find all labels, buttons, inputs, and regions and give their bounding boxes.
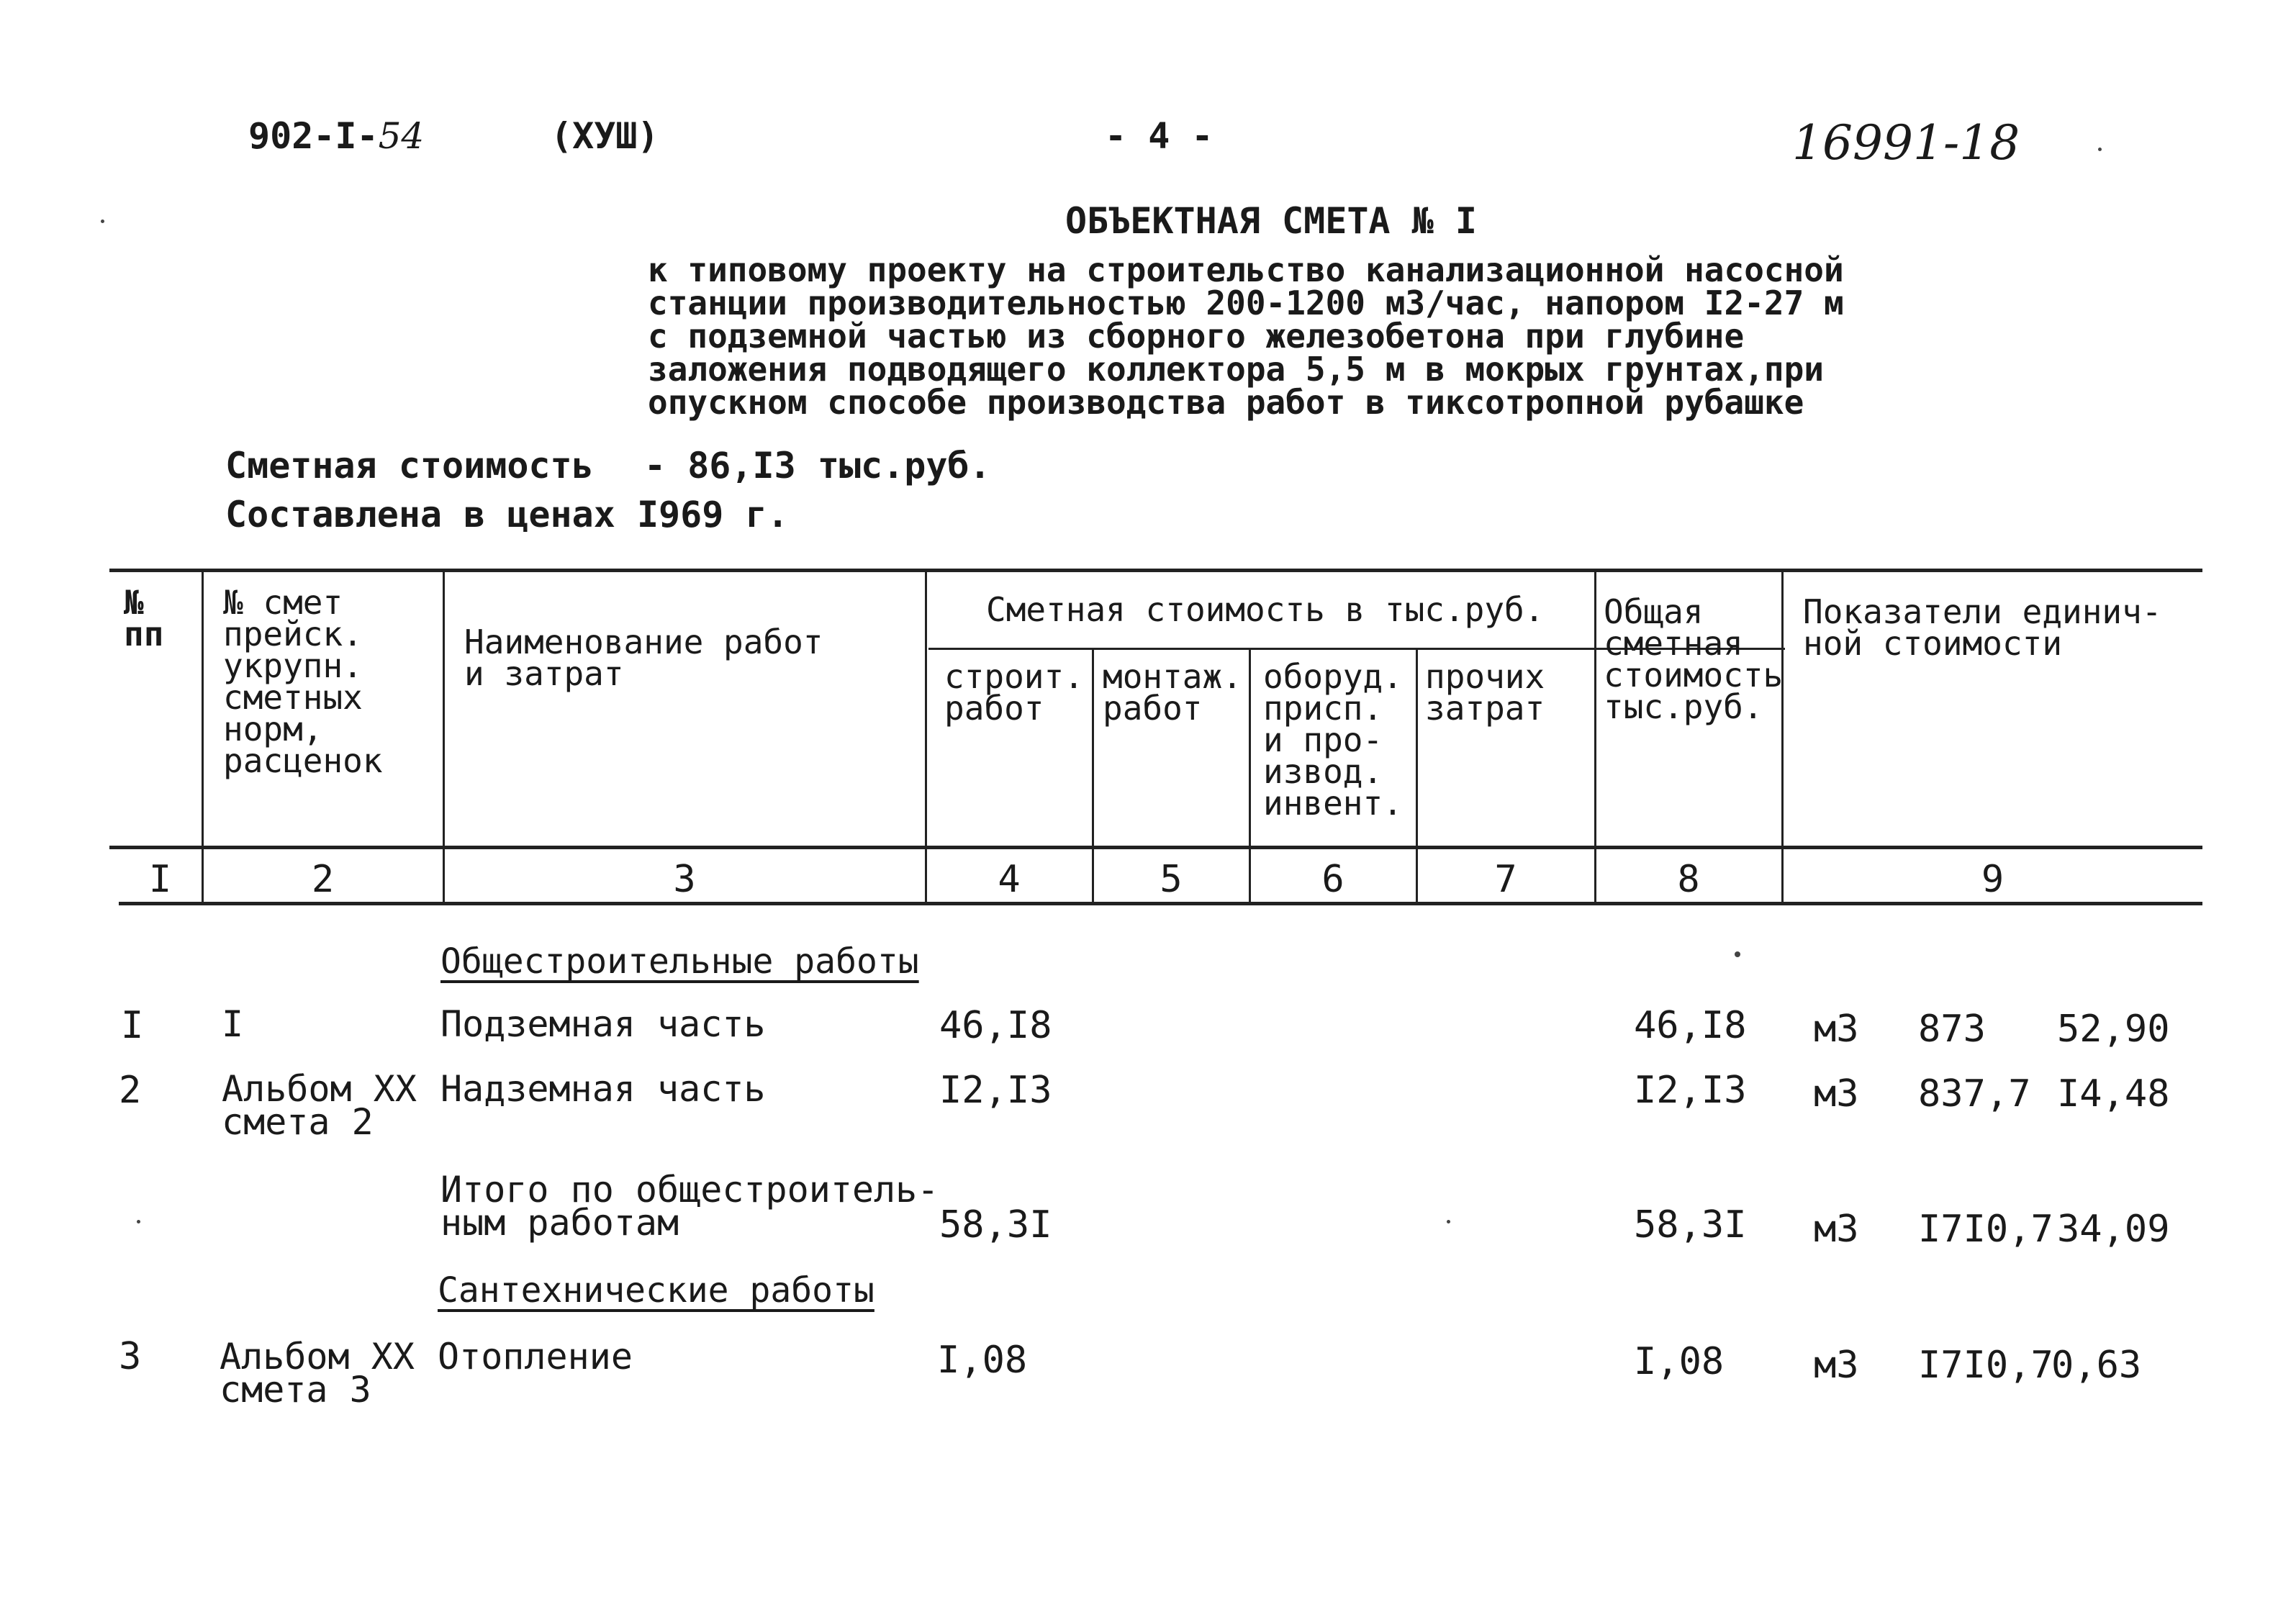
column-divider	[202, 571, 204, 902]
project-code-typed: 902-I-	[248, 115, 379, 157]
col-name-header: Наименование работ и затрат	[464, 623, 823, 693]
column-number: 9	[1981, 858, 2005, 901]
row-quantity: 837,7	[1918, 1072, 2031, 1116]
row-total-cost: I2,I3	[1634, 1069, 1747, 1112]
row-name: Надземная часть	[440, 1068, 766, 1110]
cost-value: - 86,I3 тыс.руб.	[644, 445, 991, 487]
document-number: 16991-18	[1792, 115, 2020, 171]
col-installation-header: монтаж. работ	[1103, 657, 1242, 728]
row-reference: Альбом ХХ смета 2	[222, 1068, 417, 1143]
scan-speck	[1447, 1220, 1450, 1223]
row-quantity: I7I0,7	[1918, 1344, 2053, 1387]
scan-speck	[1735, 951, 1740, 957]
row-construction-cost: 46,I8	[939, 1004, 1052, 1047]
section-title: Общестроительные работы	[440, 941, 919, 982]
col-unit-indicators-header: Показатели единич- ной стоимости	[1803, 592, 2162, 663]
document-title: ОБЪЕКТНАЯ СМЕТА № I	[1065, 200, 1477, 242]
column-number: I	[148, 858, 172, 901]
col-reference-header: № смет прейск. укрупн. сметных норм, расценок	[223, 583, 383, 780]
volume-number: (ХУШ)	[551, 115, 659, 157]
row-unit-cost: I4,48	[2057, 1072, 2170, 1116]
subtotal-unit-cost: 34,09	[2057, 1208, 2170, 1251]
table-top-rule	[109, 569, 2202, 572]
subtotal-quantity: I7I0,7	[1918, 1208, 2053, 1251]
row-reference: I	[222, 1003, 244, 1045]
header-bottom-rule	[109, 846, 2202, 849]
description-line: заложения подводящего коллектора 5,5 м в мокрых грунтах,при	[648, 350, 1824, 389]
scan-speck	[2098, 148, 2102, 151]
column-number: 8	[1677, 858, 1700, 901]
page-number: - 4 -	[1105, 115, 1213, 157]
section-title: Сантехнические работы	[438, 1270, 874, 1311]
column-divider	[925, 571, 927, 902]
row-name: Подземная часть	[440, 1003, 766, 1045]
description-line: опускном способе производства работ в тиксотропной рубашке	[648, 383, 1804, 422]
row-quantity: 873	[1918, 1008, 1986, 1051]
col-total-header: Общая сметная стоимость тыс.руб.	[1604, 592, 1784, 726]
cost-label: Сметная стоимость	[225, 445, 594, 487]
row-unit: м3	[1814, 1344, 1859, 1387]
col-construction-header: строит. работ	[944, 657, 1084, 728]
row-construction-cost: I2,I3	[939, 1069, 1052, 1112]
row-number: 3	[119, 1335, 142, 1378]
row-number: 2	[119, 1069, 142, 1112]
row-unit: м3	[1814, 1008, 1859, 1051]
column-number: 3	[673, 858, 696, 901]
col-other-header: прочих затрат	[1425, 657, 1545, 728]
row-number: I	[121, 1004, 144, 1047]
col-number-header: № пп	[124, 583, 164, 653]
description-line: станции производительностью 200-1200 м3/час, напором I2-27 м	[648, 284, 1844, 322]
row-reference: Альбом ХХ смета 3	[220, 1336, 415, 1411]
column-number: 6	[1321, 858, 1344, 901]
project-code-handwritten: 54	[378, 115, 425, 157]
row-unit-cost: 0,63	[2051, 1344, 2142, 1387]
row-unit-cost: 52,90	[2057, 1008, 2170, 1051]
col-equipment-header: оборуд. присп. и про- извод. инвент.	[1263, 657, 1403, 823]
prices-line: Составлена в ценах I969 г.	[225, 494, 789, 535]
cost-group-header: Сметная стоимость в тыс.руб.	[986, 590, 1545, 629]
scan-speck	[101, 220, 104, 223]
row-name: Отопление	[438, 1336, 633, 1378]
row-total-cost: I,08	[1634, 1340, 1725, 1383]
column-number: 7	[1494, 858, 1517, 901]
subtotal-name: Итого по общестроитель- ным работам	[440, 1169, 939, 1244]
row-total-cost: 46,I8	[1634, 1004, 1747, 1047]
row-unit: м3	[1814, 1072, 1859, 1116]
description	[648, 250, 1844, 422]
column-number: 2	[311, 858, 335, 901]
column-divider	[1594, 571, 1596, 902]
description-line: с подземной частью из сборного железобетона при глубине	[648, 317, 1745, 356]
scan-speck	[137, 1220, 140, 1223]
subtotal-construction-cost: 58,3I	[939, 1203, 1052, 1247]
row-construction-cost: I,08	[937, 1339, 1028, 1382]
column-number: 4	[998, 858, 1021, 901]
project-code	[248, 115, 424, 157]
column-divider	[443, 571, 445, 902]
subtotal-total-cost: 58,3I	[1634, 1203, 1747, 1247]
column-numbers-rule	[119, 902, 2202, 905]
column-number: 5	[1160, 858, 1183, 901]
subtotal-unit: м3	[1814, 1208, 1859, 1251]
description-line: к типовому проекту на строительство канализационной насосной	[648, 250, 1844, 289]
